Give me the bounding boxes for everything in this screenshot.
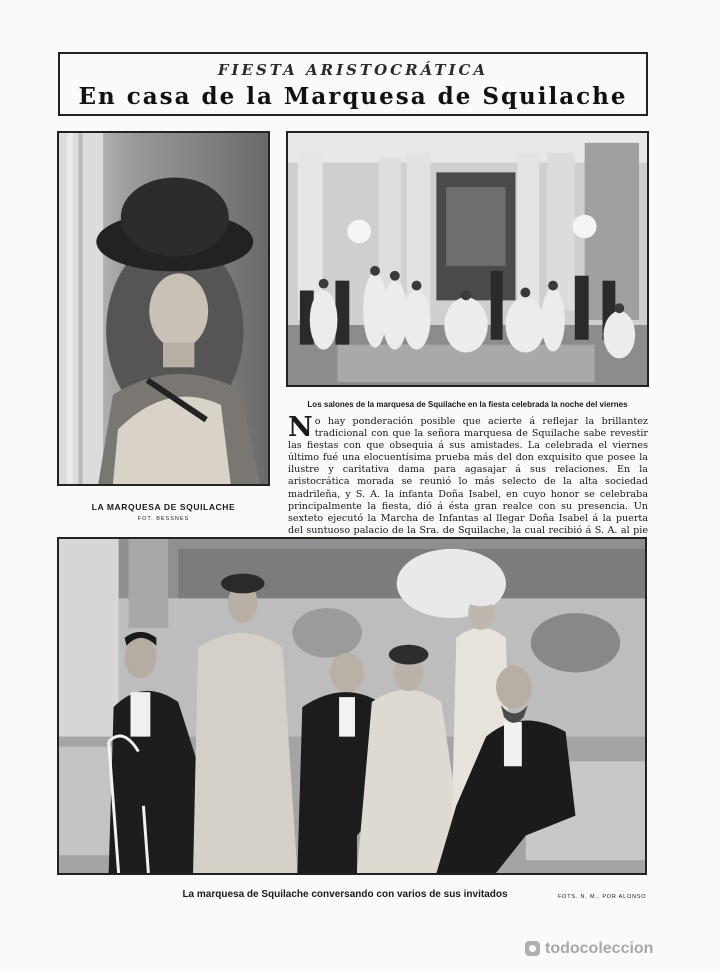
section-kicker: FIESTA ARISTOCRÁTICA [217, 61, 489, 79]
portrait-caption: LA MARQUESA DE SQUILACHE [91, 502, 236, 512]
article-text: o hay ponderación posible que acierte á reflejar la brillantez tradicional con que la señora marquesa de Squilache sabe revestir las fiestas con que obsequia á sus amistades. La celebrada el viernes último fué una elocuentísima prueba más del don exquisito que posee la ilustre y caritativa dama para agasajar á sus relaciones. En la aristocrática morada se reunió lo más selecto de la alta sociedad madrileña, y S. A. la infanta Doña Isabel, en cuyo honor se celebraba principalmente la fiesta, dió á ésta gran realce con su presencia. Un sexteto ejecutó la Marcha de Infantas al llegar Doña Isabel á la puerta del suntuoso palacio de la Sra. de Squilache, la cual recibió á S. A. al pie [288, 416, 648, 536]
guests-credit: FOTS. N. M., POR ALONSO [558, 894, 647, 900]
portrait-photo [57, 131, 270, 486]
article-body [288, 412, 648, 549]
header-box [58, 52, 648, 116]
dropcap: N [288, 412, 313, 443]
guests-caption: La marquesa de Squilache conversando con varios de sus invitados [182, 889, 508, 900]
portrait-credit: FOT. BESSNES [137, 516, 190, 522]
watermark-logo-icon [524, 940, 541, 957]
salon-caption: Los salones de la marquesa de Squilache en la fiesta celebrada la noche del viernes [307, 400, 628, 409]
salon-photo [286, 131, 649, 387]
page-title: En casa de la Marquesa de Squilache [78, 83, 628, 110]
guests-photo [57, 537, 647, 875]
watermark-text: todocoleccion [545, 940, 654, 957]
